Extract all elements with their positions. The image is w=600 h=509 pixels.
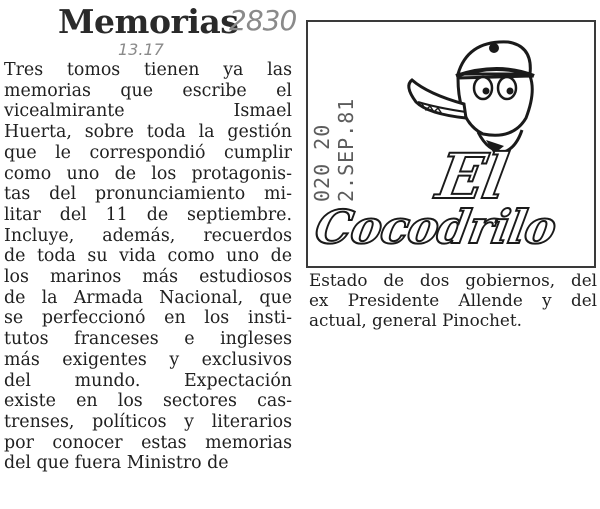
caption-line: actual, general Pinochet. [309, 310, 522, 330]
handwritten-note: 13.17 [118, 40, 164, 59]
article-line: del mundo. Expectación [4, 370, 292, 391]
article-line: de toda su vida como uno de [4, 246, 292, 267]
handwritten-number: 2830 [229, 4, 297, 37]
article-line: tutos franceses e ingleses [4, 329, 292, 350]
article-line: existe en los sectores cas- [4, 391, 292, 412]
article-line: memorias que escribe el [4, 80, 292, 101]
cartoon-caption [309, 270, 597, 330]
article-line: más exigentes y exclusivos [4, 349, 292, 370]
article-line: que le correspondió cumplir [4, 142, 292, 163]
article-line: tas del pronunciamiento mi- [4, 184, 292, 205]
article-line: se perfeccionó en los insti- [4, 308, 292, 329]
date-stamp: 020 20 2.SEP.81 [310, 97, 358, 202]
article-line: Huerta, sobre toda la gestión [4, 122, 292, 143]
caption-line: Estado de dos gobiernos, del [309, 270, 597, 290]
headline: Memorias [58, 2, 239, 41]
article-line: del que fuera Ministro de [4, 453, 229, 474]
logo-el: El [431, 140, 512, 213]
article-line: por conocer estas memorias [4, 432, 292, 453]
logo-cocodrilo: Cocodrilo [311, 200, 560, 254]
cartoon-panel [306, 20, 596, 268]
article-line: como uno de los protagonis- [4, 163, 292, 184]
article-line: vicealmirante Ismael [4, 101, 292, 122]
article-body [4, 60, 292, 474]
article-line: trenses, políticos y literarios [4, 411, 292, 432]
article-line: litar del 11 de septiembre. [4, 204, 292, 225]
article-line: Incluye, además, recuerdos [4, 225, 292, 246]
article-line: los marinos más estudiosos [4, 267, 292, 288]
article-line: Tres tomos tienen ya las [4, 60, 292, 80]
article-line: de la Armada Nacional, que [4, 287, 292, 308]
caption-line: ex Presidente Allende y del [309, 290, 597, 310]
